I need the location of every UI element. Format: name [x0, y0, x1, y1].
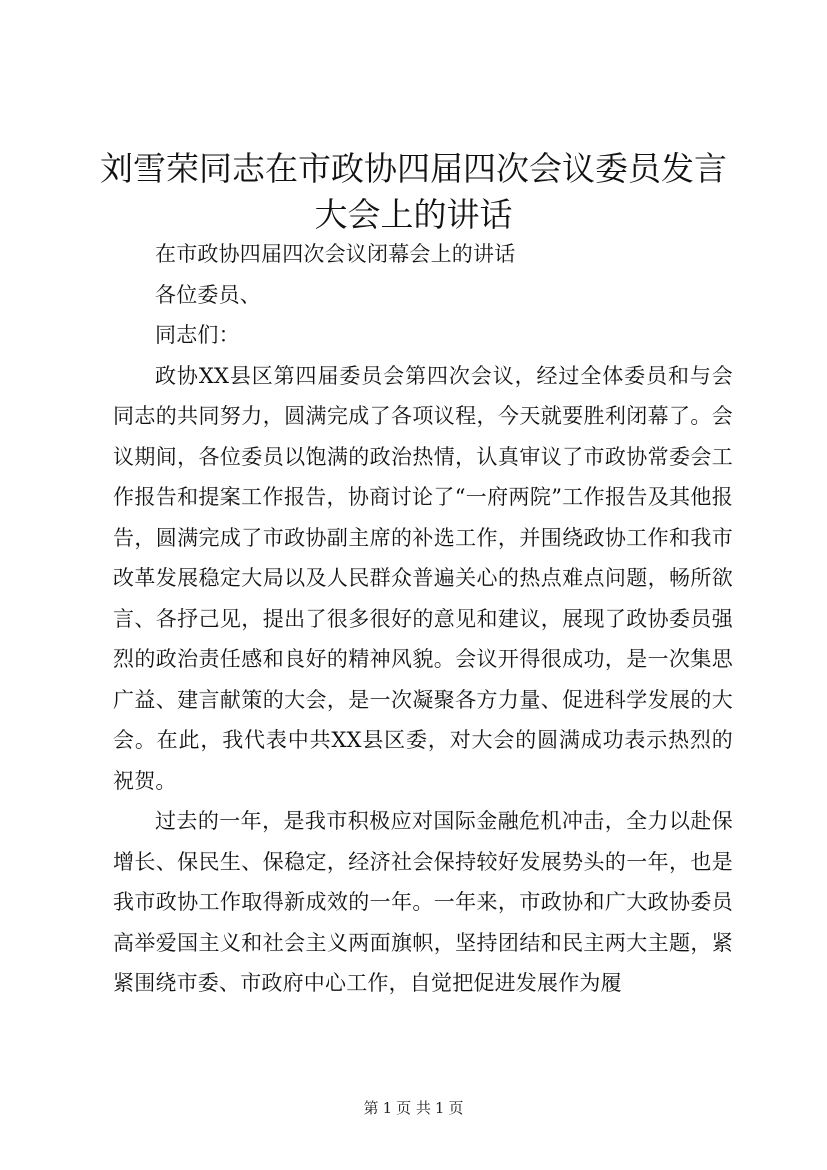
- page-mid: 页 共: [396, 1099, 431, 1117]
- salutation-line-2: 同志们：: [155, 323, 240, 347]
- page-number: 1: [382, 1099, 393, 1117]
- total-pages: 1: [434, 1099, 445, 1117]
- page-footer: [0, 1098, 827, 1118]
- salutation-line-1: 各位委员、: [155, 282, 261, 307]
- subtitle-line: 在市政协四届四次会议闭幕会上的讲话: [155, 242, 516, 266]
- body-paragraph: 过去的一年，是我市积极应对国际金融危机冲击，全力以赴保增长、保民生、保稳定，经济社会保持较好发展势头的一年，也是我市政协工作取得新成效的一年。一年来，市政协和广大政协委员高举爱国主义和社会主义两面旗帜，坚持团结和民主两大主题，紧紧围绕市委、市政府中心工作，自觉把促进发展作为履: [113, 809, 733, 995]
- document-title: 刘雪荣同志在市政协四届四次会议委员发言大会上的讲话: [100, 149, 727, 234]
- body-paragraph: 政协XX县区第四届委员会第四次会议，经过全体委员和与会同志的共同努力，圆满完成了各项议程，今天就要胜利闭幕了。会议期间，各位委员以饱满的政治热情，认真审议了市政协常委会工作报告和提案工作报告，协商讨论了“一府两院”工作报告及其他报告，圆满完成了市政协副主席的补选工作，并围绕政协工作和我市改革发展稳定大局以及人民群众普遍关心的热点难点问题，畅所欲言、各抒己见，提出了很多很好的意见和建议，展现了政协委员强烈的政治责任感和良好的精神风貌。会议开得很成功，是一次集思广益、建言献策的大会，是一次凝聚各方力量、促进科学发展的大会。在此，我代表中共XX县区委，对大会的圆满成功表示热烈的祝贺。: [113, 363, 733, 793]
- page-suffix: 页: [448, 1099, 464, 1117]
- document-body: [113, 234, 733, 1004]
- page-prefix: 第: [363, 1099, 379, 1117]
